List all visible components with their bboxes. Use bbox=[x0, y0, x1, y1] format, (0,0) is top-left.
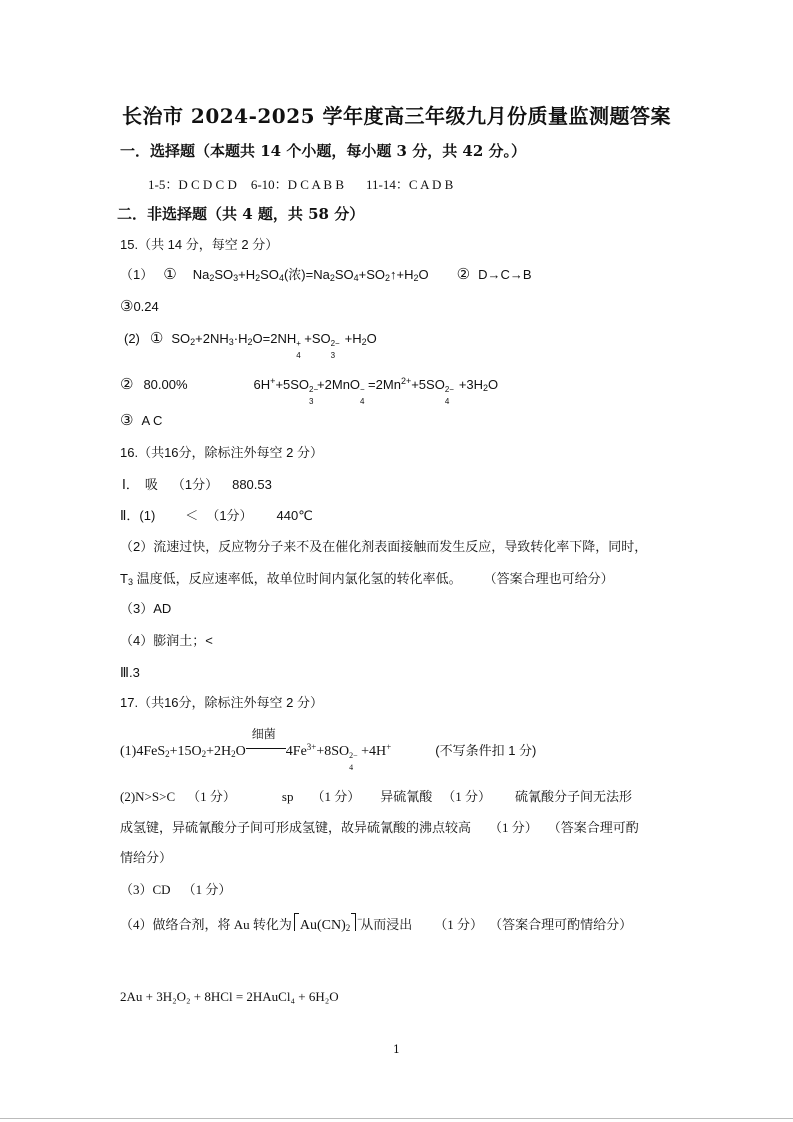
q17-part3: （3）CD （1 分） bbox=[120, 882, 232, 897]
page-number: 1 bbox=[393, 1043, 400, 1056]
q15-p2-equation: $SO_2+2NH_3\cdot H_2O=2NH$ + 4 +SO 2− 3 $+H_2O$ bbox=[171, 331, 377, 360]
q16-ii-answer: ＜ bbox=[185, 508, 199, 523]
q17-part2-line2: 成氢键，异硫氰酸分子间可形成氢键，故异硫氰酸的沸点较高 （1 分） （答案合理可酌 bbox=[120, 820, 639, 835]
mc-answers-1-5: 1-5：D C D C D bbox=[148, 177, 237, 192]
q15-p2-circle2: ② bbox=[120, 376, 134, 393]
q16-note: （答案合理也可给分） bbox=[483, 571, 614, 586]
q16-ii-value: 440℃ bbox=[276, 508, 313, 523]
q17-part2-line3: 情给分） bbox=[120, 850, 173, 865]
q15-p2-circle1: ① bbox=[149, 330, 164, 347]
q16-i-answer: 吸 bbox=[144, 477, 158, 492]
q15-p1-answer3: 0.24 bbox=[133, 299, 159, 314]
q15-p1-circle3: ③ bbox=[120, 298, 134, 315]
page-bottom-rule bbox=[0, 1118, 793, 1119]
mc-answers bbox=[148, 176, 453, 194]
q17-arrow-line bbox=[246, 748, 286, 749]
q15-p1-circle1: ① bbox=[163, 266, 177, 283]
q16-header: 16.（共16分，除标注外每空 2 分） bbox=[120, 445, 323, 460]
q17-hybrid: sp bbox=[281, 789, 294, 804]
q15-p1-circle2: ② bbox=[456, 266, 471, 283]
q16-part-ii-1: Ⅱ．(1) ＜ （1分） 440℃ bbox=[120, 508, 313, 523]
q15-p1-label: （1） bbox=[120, 267, 154, 282]
q17-header: 17.（共16分，除标注外每空 2 分） bbox=[120, 695, 323, 710]
q16-ii-2-line1: （2）流速过快，反应物分子来不及在催化剂表面接触而发生反应，导致转化率下降，同时， bbox=[120, 539, 648, 554]
q17-note1: (不写条件扣 1 分) bbox=[435, 743, 537, 758]
q16-ii-2-line2: $T_3$ 温度低，反应速率低，故单位时间内氯化氢的转化率低。 （答案合理也可给分） bbox=[120, 571, 614, 587]
q17-equation2: 2Au + 3H₂O₂ + 8HCl = 2HAuCl₄ + 6H₂O bbox=[120, 989, 339, 1004]
q15-p1-answer2: D→C→B bbox=[478, 267, 532, 282]
q17-equation: $4FeS_2+15O_2+2H_2O$ 细菌 $4Fe^{3+}+8SO$ 2− 4 +4H+ bbox=[136, 727, 392, 772]
q17-complex-ion: $Au(CN)_2$ − bbox=[292, 917, 360, 937]
q15-p2-answer3: A C bbox=[141, 413, 163, 428]
section1-heading: 一．选择题（本题共 14 个小题，每小题 3 分，共 42 分。） bbox=[120, 142, 527, 160]
mc-answers-11-14: 11-14：C A D B bbox=[366, 177, 454, 192]
q16-iii: Ⅲ.3 bbox=[120, 665, 140, 680]
q15-p2-label: (2) bbox=[124, 331, 140, 346]
q17-part2-line1: (2)N>S>C （1 分） sp （1 分） 异硫氰酸 （1 分） 硫氰酸分子间无法形 bbox=[120, 789, 633, 804]
q15-part2-3 bbox=[120, 412, 162, 430]
q16-ii-3: （3）AD bbox=[120, 601, 172, 616]
q15-p2-answer2: 80.00% bbox=[143, 377, 188, 392]
q15-part2-2 bbox=[120, 372, 499, 406]
q16-i-value: 880.53 bbox=[232, 477, 272, 492]
q15-part2 bbox=[124, 330, 377, 360]
mc-answers-6-10: 6-10：D C A B B bbox=[250, 177, 345, 192]
q16-ii-4: （4）膨润土；< bbox=[120, 633, 213, 648]
q17-condition: 细菌 bbox=[251, 727, 276, 741]
q15-header: 15.（共 14 分，每空 2 分） bbox=[120, 237, 279, 252]
q15-p2-circle3: ③ bbox=[120, 412, 134, 429]
q15-part1 bbox=[120, 266, 532, 287]
q17-part4: （4）做络合剂，将 Au 转化为 $Au(CN)_2$ − 从而浸出 （1 分） （答案合理可酌情给分） bbox=[120, 916, 632, 937]
q15-p2-equation2: 6H++5SO 2− 3 +2MnO − 4 $=2Mn^{2+}+5SO$ 2− 4 $+3H_2O$ bbox=[253, 376, 499, 406]
q15-p1-equation: $Na_2SO_3+H_2SO_4$(浓)$=Na_2SO_4+SO_2↑+H_2O$ bbox=[192, 267, 429, 283]
section2-heading: 二．非选择题（共 4 题，共 58 分） bbox=[117, 205, 365, 223]
q16-part-i: Ⅰ． 吸 （1分） 880.53 bbox=[122, 477, 272, 492]
page-title: 长治市 2024-2025 学年度高三年级九月份质量监测题答案 bbox=[121, 104, 672, 128]
q17-isothiocyanic: 异硫氰酸 bbox=[380, 789, 433, 804]
q17-part1: $(1)4FeS_2+15O_2+2H_2O$ 细菌 $4Fe^{3+}+8SO$ 2− 4 +4H+ (不写条件扣 1 分) bbox=[120, 727, 537, 772]
q15-part1-3 bbox=[120, 298, 159, 316]
